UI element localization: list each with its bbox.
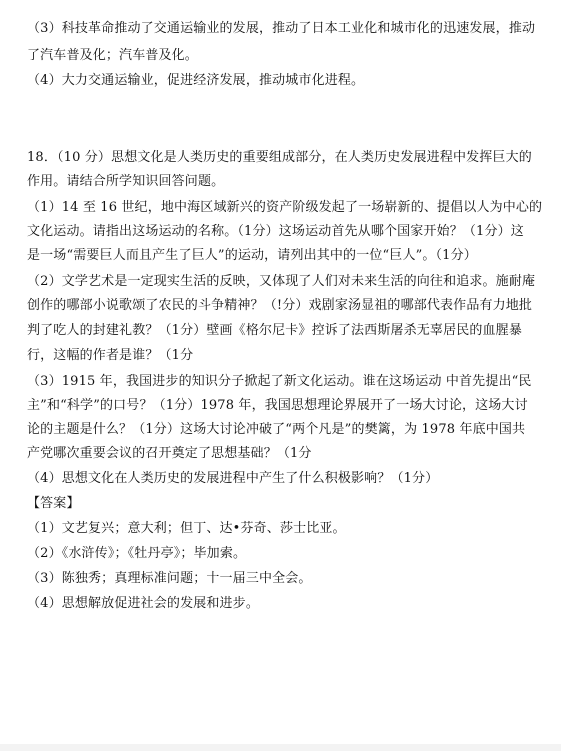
prev-answer-4: （4）大力交通运输业，促进经济发展，推动城市化进程。: [27, 73, 365, 88]
sub-question-1-line-1: （1）14 至 16 世纪，地中海区域新兴的资产阶级发起了一场崭新的、提倡以人为中心的: [27, 200, 543, 215]
answer-heading: 【答案】: [27, 496, 80, 511]
answer-3: （3）陈独秀；真理标准问题；十一届三中全会。: [27, 571, 312, 586]
answer-2: （2）《水浒传》；《牡丹亭》；毕加索。: [27, 546, 247, 561]
sub-question-2-line-4: 行，这幅的作者是谁？（1分: [27, 348, 194, 363]
sub-question-2-line-2: 创作的哪部小说歌颂了农民的斗争精神？（!分）戏剧家汤显祖的哪部代表作品有力地批: [27, 298, 533, 313]
sub-question-2-line-3: 判了吃人的封建礼教？（1分）壁画《格尔尼卡》控诉了法西斯屠杀无辜居民的血腥暴: [27, 323, 522, 338]
answer-4: （4）思想解放促进社会的发展和进步。: [27, 596, 259, 611]
answer-1: （1）文艺复兴；意大利；但丁、达•芬奇、莎士比亚。: [27, 521, 346, 536]
sub-question-3-line-3: 论的主题是什么？（1分）这场大讨论冲破了“两个凡是”的樊篱，为 1978 年底中国共: [27, 422, 526, 437]
sub-question-3-line-1: （3）1915 年，我国进步的知识分子掀起了新文化运动。谁在这场运动 中首先提出“民: [27, 374, 532, 389]
sub-question-1-line-3: 是一场“需要巨人而且产生了巨人”的运动，请列出其中的一位“巨人”。（1分）: [27, 248, 477, 263]
sub-question-3-line-2: 主”和“科学”的口号？（1分）1978 年，我国思想理论界展开了一场大讨论，这场大讨: [27, 398, 528, 413]
sub-question-3-line-4: 产党哪次重要会议的召开奠定了思想基础？（1分: [27, 446, 312, 461]
prev-answer-3-line-2: 了汽车普及化；汽车普及化。: [27, 48, 198, 63]
question-18-intro-line-2: 作用。请结合所学知识回答问题。: [27, 174, 225, 189]
page-bottom-edge: [0, 744, 561, 751]
sub-question-4: （4）思想文化在人类历史的发展进程中产生了什么积极影响？（1分）: [27, 471, 439, 486]
prev-answer-3-line-1: （3）科技革命推动了交通运输业的发展，推动了日本工业化和城市化的迅速发展，推动: [27, 21, 536, 36]
sub-question-1-line-2: 文化运动。请指出这场运动的名称。（1分）这场运动首先从哪个国家开始？（1分）这: [27, 224, 524, 239]
question-18-intro-line-1: 18．（10 分）思想文化是人类历史的重要组成部分，在人类历史发展进程中发挥巨大的: [27, 150, 532, 165]
sub-question-2-line-1: （2）文学艺术是一定现实生活的反映，又体现了人们对未来生活的向往和追求。施耐庵: [27, 274, 536, 289]
